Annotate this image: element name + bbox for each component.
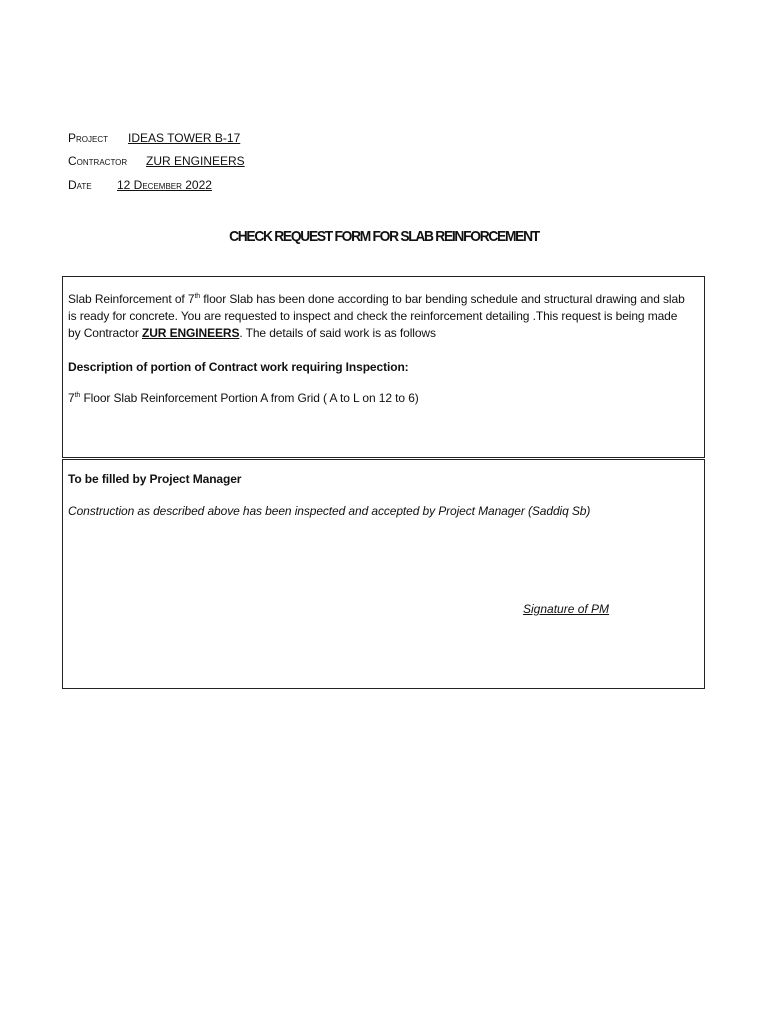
date-label: Date <box>68 178 92 192</box>
project-manager-box <box>62 459 705 689</box>
pm-section-heading: To be filled by Project Manager <box>68 472 242 486</box>
intro-part2: floor Slab has been done according to bar bending schedule and structural drawing and slab is ready for concrete. You are requested to inspect and check the reinforcement detailing .This request is being made by Contractor <box>68 292 685 340</box>
description-heading: Description of portion of Contract work requiring Inspection: <box>68 360 409 374</box>
detail-superscript: th <box>74 392 81 399</box>
request-intro-text <box>68 291 688 342</box>
detail-part2: Floor Slab Reinforcement Portion A from Grid ( A to L on 12 to 6) <box>80 391 419 405</box>
project-row <box>68 131 241 145</box>
contractor-label: Contractor <box>68 154 128 168</box>
intro-part3: . The details of said work is as follows <box>239 326 436 340</box>
inspection-request-box <box>62 276 705 458</box>
pm-acceptance-statement: Construction as described above has been inspected and accepted by Project Manager (Saddiq Sb) <box>68 504 591 518</box>
intro-part1: Slab Reinforcement of 7 <box>68 292 195 306</box>
description-detail <box>68 390 419 407</box>
project-label: Project <box>68 131 109 145</box>
contractor-value: ZUR ENGINEERS <box>146 154 245 168</box>
date-row <box>68 178 212 192</box>
intro-superscript: th <box>194 293 201 300</box>
contractor-row <box>68 154 245 168</box>
date-value: 12 December 2022 <box>117 178 212 192</box>
detail-part1: 7 <box>68 391 75 405</box>
form-title: CHECK REQUEST FORM FOR SLAB REINFORCEMENT <box>229 228 539 245</box>
project-value: IDEAS TOWER B-17 <box>128 131 241 145</box>
pm-signature-line: Signature of PM <box>523 602 610 616</box>
intro-contractor-name: ZUR ENGINEERS <box>141 326 240 340</box>
